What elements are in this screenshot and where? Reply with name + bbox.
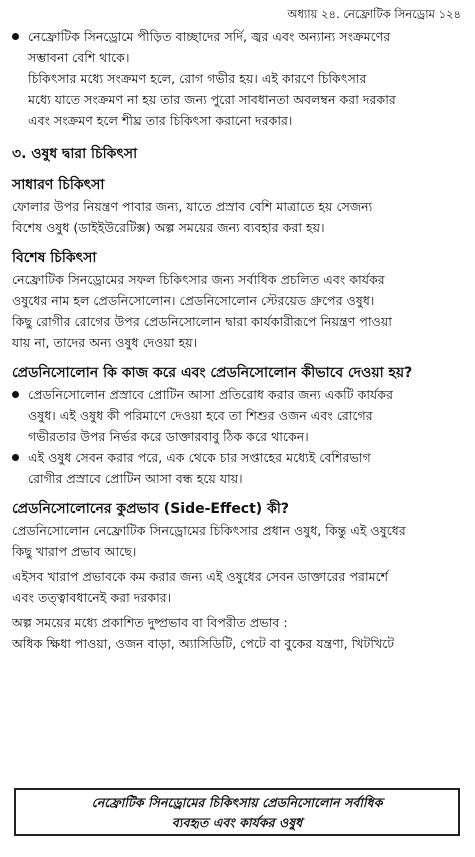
- text-line: গভীরতার উপর নির্ভর করে ডাক্তারবাবু ঠিক করে থাকেন।: [28, 429, 309, 444]
- key-point-line: ব্যবহৃত এবং কার্যকর ওষুধ: [171, 815, 303, 830]
- text-line: এবং সংক্রমণ হলে শীঘ্র তার চিকিৎসা করানো দরকার।: [28, 113, 293, 128]
- text-line: কিছু রোগীর রোগের উপর প্রেডনিসোলোন দ্বারা কার্যকারীরূপে নিয়ন্ত্রণ পাওয়া: [12, 314, 392, 329]
- text-line: নেফ্রোটিক সিনড্রোমে পীড়িত বাচ্ছাদের সর্দি, জ্বর এবং অন্যান্য সংক্রমণের: [28, 29, 391, 44]
- text-line: ওষুধ। এই ওষুধ কী পরিমাণে দেওয়া হবে তা শিশুর ওজন এবং রোগের: [28, 408, 373, 423]
- text-line: বিশেষ ওষুধ (ডাইইউরেটিক্স) অল্প সময়ের জন্য ব্যবহার করা হয়।: [12, 220, 325, 235]
- text-line: চিকিৎসার মধ্যে সংক্রমণ হলে, রোগ গভীর হয়। এই কারণে চিকিৎসার: [28, 71, 367, 86]
- bullet-dot-icon: [12, 33, 19, 40]
- question-heading-side-effect: প্রেডনিসোলোনের কুপ্রভাব (Side-Effect) কী?: [12, 501, 289, 517]
- text-line: ওষুধের নাম হল প্রেডনিসোলোন। প্রেডনিসোলোন স্টেরয়েড গ্রুপের ওষুধ।: [12, 293, 375, 308]
- text-line: অধিক ক্ষিধা পাওয়া, ওজন বাড়া, অ্যাসিডিটি, পেটে বা বুকের যন্ত্রণা, খিটখিটে: [12, 636, 395, 651]
- text-line: যায় না, তাদের অন্য ওষুধ দেওয়া হয়।: [12, 335, 198, 350]
- bullet-dot-icon: [12, 454, 19, 461]
- infection-risk-bullet: [12, 26, 464, 131]
- section-heading: ৩. ওষুধ দ্বারা চিকিৎসা: [12, 146, 138, 162]
- text-line: সম্ভাবনা বেশি থাকে।: [28, 50, 130, 65]
- text-line: এইসব খারাপ প্রভাবকে কম করার জন্য এই ওষুধের সেবন ডাক্তারের পরামর্শে: [12, 569, 389, 584]
- text-line: মধ্যে যাতে সংক্রমণ না হয় তার জন্য পুরো সাবধানতা অবলম্বন করা দরকার: [28, 92, 396, 107]
- response-bullet: [12, 447, 464, 489]
- text-line: নেফ্রোটিক সিনড্রোমের সফল চিকিৎসার জন্য সর্বাধিক প্রচলিত এবং কার্যকর: [12, 272, 385, 287]
- text-line: রোগীর প্রস্রাবে প্রোটিন আসা বন্ধ হয়ে যায়।: [28, 471, 243, 486]
- text-line: অল্প সময়ের মধ্যে প্রকাশিত দুষ্প্রভাব বা বিপরীত প্রভাব :: [12, 615, 288, 630]
- text-line: কিছু খারাপ প্রভাব আছে।: [12, 544, 137, 559]
- page-content: [12, 26, 464, 654]
- question-heading-how: প্রেডনিসোলোন কি কাজ করে এবং প্রেডনিসোলোন কীভাবে দেওয়া হয়?: [12, 365, 413, 381]
- subsection-heading-special: বিশেষ চিকিৎসা: [12, 250, 97, 266]
- key-point-line: নেফ্রোটিক সিনড্রোমের চিকিৎসায় প্রেডনিসোলোন সর্বাধিক: [91, 795, 383, 810]
- dosage-bullet: [12, 384, 464, 447]
- text-line: প্রেডনিসোলোন নেফ্রোটিক সিনড্রোমের চিকিৎসার প্রধান ওষুধ, কিন্তু এই ওষুধের: [12, 523, 406, 538]
- text-line: এই ওষুধ সেবন করার পরে, এক থেকে চার সপ্তাহের মধ্যেই বেশিরভাগ: [28, 450, 371, 465]
- text-line: এবং তত্ত্বাবধানেই করা দরকার।: [12, 590, 172, 605]
- text-line: ফোলার উপর নিয়ন্ত্রণ পাবার জন্য, যাতে প্রস্রাব বেশি মাত্রাতে হয় সেজন্য: [12, 199, 373, 214]
- subsection-heading-general: সাধারণ চিকিৎসা: [12, 177, 105, 193]
- bullet-dot-icon: [12, 391, 19, 398]
- running-header: অধ্যায় ২৪. নেফ্রোটিক সিনড্রোম ১২৪: [287, 7, 461, 21]
- text-line: প্রেডনিসোলোন প্রস্রাবে প্রোটিন আসা প্রতিরোধ করার জন্য একটি কার্যকর: [28, 387, 394, 402]
- key-point-box: [14, 788, 460, 836]
